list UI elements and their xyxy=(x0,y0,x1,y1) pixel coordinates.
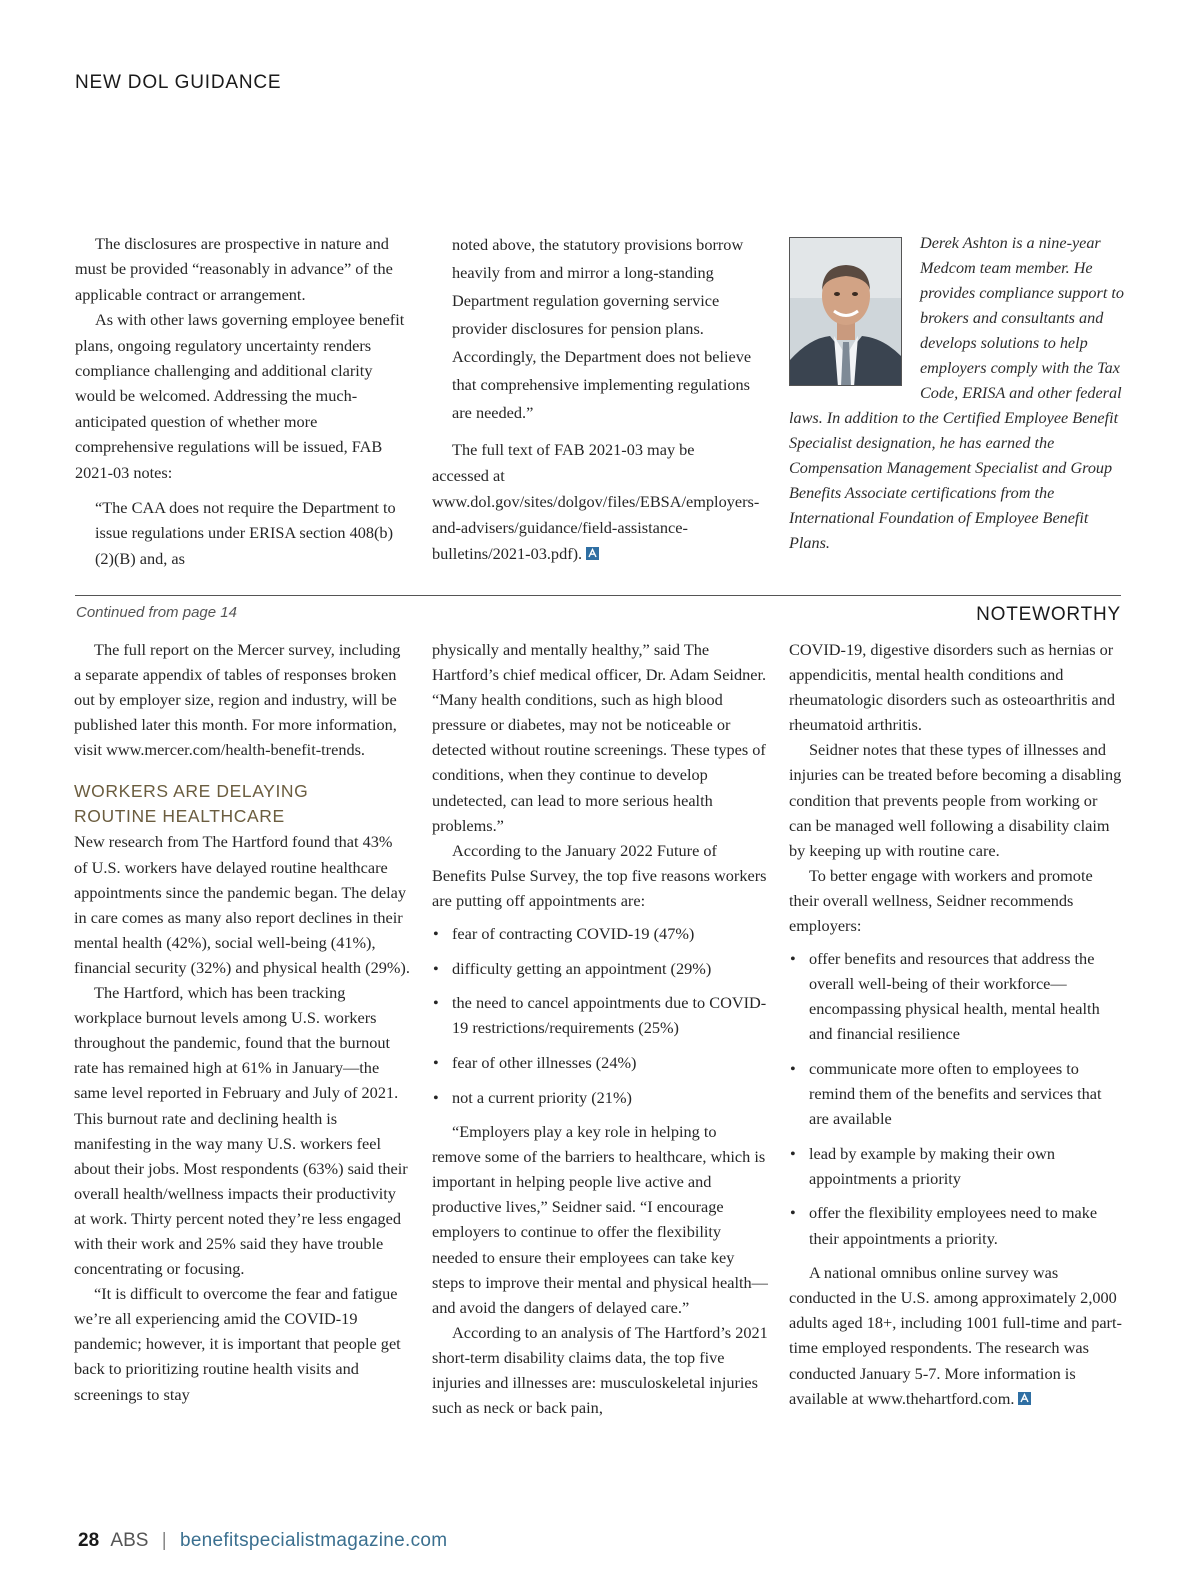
footer-separator: | xyxy=(161,1530,167,1551)
website-link[interactable]: benefitspecialistmagazine.com xyxy=(179,1530,448,1551)
list-item: • offer the flexibility employees need to make their appointments a priority. xyxy=(789,1200,1123,1250)
paragraph: To better engage with workers and promote their overall wellness, Seidner recommends employers: xyxy=(789,865,1093,936)
section-title: NEW DOL GUIDANCE xyxy=(75,72,282,93)
quote-text: noted above, the statutory provisions borrow heavily from and mirror a long-standing Department regulation governing service provider disclosures for pension plans. Accordingly, the Department does not believe that comprehensive implementing regulations are needed.” xyxy=(452,235,752,422)
paragraph: Seidner notes that these types of illnesses and injuries can be treated before becoming a disabling condition that prevents people from working or can be managed well following a disability claim by keeping up with routine care. xyxy=(789,740,1122,860)
noteworthy-label: NOTEWORTHY xyxy=(976,604,1121,625)
paragraph: The Hartford, which has been tracking workplace burnout levels among U.S. workers throughout the pandemic, found that the burnout rate has remained high at 61% in January—the same level reported in February and July of 2021. This burnout rate and declining health is manifesting in the way many U.S. workers feel about their jobs. Most respondents (63%) said their overall health/wellness impacts their productivity at work. Thirty percent noted they’re less engaged with their work and 25% said they have trouble concentrating or focusing. xyxy=(74,983,408,1279)
subheading: WORKERS ARE DELAYING ROUTINE HEALTHCARE xyxy=(74,781,309,827)
list-item: • difficulty getting an appointment (29%) xyxy=(432,956,768,981)
paragraph: The full report on the Mercer survey, including a separate appendix of tables of responses broken out by employer size, region and industry, will be published later this month. For more information, visit www.mercer.com/health-benefit-trends. xyxy=(74,640,401,760)
paragraph: New research from The Hartford found that 43% of U.S. workers have delayed routine healthcare appointments since the pandemic began. The delay in care comes as many also report declines in their mental health (42%), social well-being (41%), financial security (32%) and physical health (29%). xyxy=(74,832,410,977)
abs-logo-icon xyxy=(1018,1392,1031,1405)
paragraph: physically and mentally healthy,” said The Hartford’s chief medical officer, Dr. Adam Seidner. “Many health conditions, such as high blood pressure or diabetes, may not be noticeable or detected without routine screenings. These types of conditions, when they continue to develop undetected, can lead to more serious health problems.” xyxy=(432,640,767,835)
top-column-1 xyxy=(75,231,411,571)
reasons-list xyxy=(432,921,768,1110)
list-item: • not a current priority (21%) xyxy=(432,1085,768,1110)
quote-text: “The CAA does not require the Department to issue regulations under ERISA section 408(b)(2)(B) and, as xyxy=(95,498,396,568)
page-number: 28 xyxy=(78,1530,100,1551)
paragraph xyxy=(432,437,760,567)
bio-text: Derek Ashton is a nine-year Medcom team member. He provides compliance support to brokers and consultants and develops solutions to help employers comply with the Tax Code, ERISA and other federal laws. In addition to the Certified Employee Benefit Specialist designation, he has earned the Compensation Management Specialist and Group Benefits Associate certifications from the International Foundation of Employee Benefit Plans. xyxy=(789,234,1124,552)
block-quote xyxy=(75,495,411,571)
paragraph: According to the January 2022 Future of Benefits Pulse Survey, the top five reasons workers are putting off appointments are: xyxy=(432,840,767,910)
bottom-column-2 xyxy=(432,637,768,1420)
paragraph: According to an analysis of The Hartford’s 2021 short-term disability claims data, the top five injuries and illnesses are: musculoskeletal injuries such as neck or back pain, xyxy=(432,1322,768,1418)
bottom-column-3 xyxy=(789,637,1123,1411)
top-column-2 xyxy=(432,231,760,567)
list-item: • fear of other illnesses (24%) xyxy=(432,1050,768,1075)
list-item: • the need to cancel appointments due to COVID-19 restrictions/requirements (25%) xyxy=(432,990,768,1040)
quote-continuation xyxy=(432,231,752,427)
paragraph: “It is difficult to overcome the fear and fatigue we’re all experiencing amid the COVID-19 pandemic; however, it is important that people get back to prioritizing routine health visits and screenings to stay xyxy=(74,1284,401,1404)
abs-logo-icon xyxy=(586,547,599,560)
paragraph: COVID-19, digestive disorders such as hernias or appendicitis, mental health conditions and rheumatologic disorders such as osteoarthritis and rheumatoid arthritis. xyxy=(789,640,1115,735)
author-portrait-image xyxy=(790,238,902,386)
bottom-column-1 xyxy=(74,637,410,1407)
recommendations-list xyxy=(789,946,1123,1251)
paragraph-text: The full text of FAB 2021-03 may be accessed at www.dol.gov/sites/dolgov/files/EBSA/employers-and-advisers/guidance/field-assistance-bulletins/2021-03.pdf). xyxy=(432,440,760,563)
continued-label: Continued from page 14 xyxy=(76,604,237,621)
list-item: • fear of contracting COVID-19 (47%) xyxy=(432,921,768,946)
paragraph: The disclosures are prospective in nature and must be provided “reasonably in advance” of the applicable contract or arrangement. xyxy=(75,234,393,304)
magazine-name: ABS xyxy=(110,1530,149,1551)
section-divider xyxy=(75,595,1121,596)
list-item: • lead by example by making their own appointments a priority xyxy=(789,1141,1123,1191)
list-item: • communicate more often to employees to remind them of the benefits and services that are available xyxy=(789,1056,1123,1131)
page-footer xyxy=(78,1530,447,1552)
author-bio xyxy=(789,231,1124,556)
paragraph xyxy=(789,1260,1123,1411)
author-photo xyxy=(789,237,902,386)
paragraph: As with other laws governing employee benefit plans, ongoing regulatory uncertainty renders compliance challenging and additional clarity would be welcomed. Addressing the much-anticipated question of whether more comprehensive regulations will be issued, FAB 2021-03 notes: xyxy=(75,310,405,482)
list-item: • offer benefits and resources that address the overall well-being of their workforce—encompassing physical health, mental health and financial resilience xyxy=(789,946,1123,1046)
paragraph: “Employers play a key role in helping to remove some of the barriers to healthcare, which is important in helping people live active and productive lives,” Seidner said. “I encourage employers to continue to offer the flexibility needed to ensure their employees can take key steps to improve their mental and physical health—and avoid the dangers of delayed care.” xyxy=(432,1122,768,1317)
paragraph-text: A national omnibus online survey was conducted in the U.S. among approximately 2,000 adults aged 18+, including 1001 full-time and part-time employed respondents. The research was conducted January 5-7. More information is available at www.thehartford.com. xyxy=(789,1263,1122,1408)
